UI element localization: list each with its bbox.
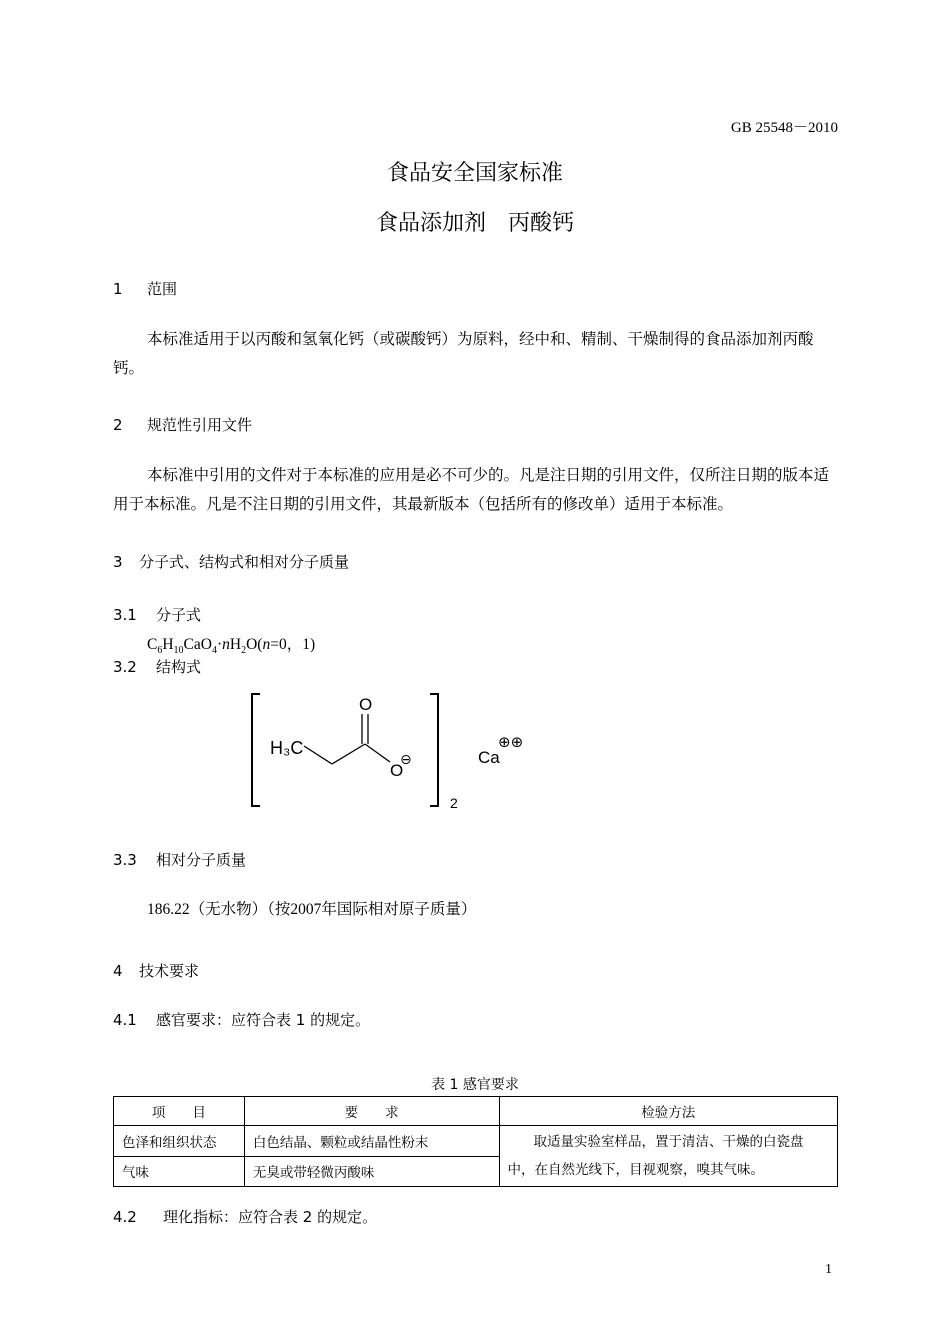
section-title: 相对分子质量 bbox=[156, 851, 247, 869]
table-header-cell: 检验方法 bbox=[499, 1097, 838, 1126]
document-subtitle: 食品添加剂 丙酸钙 bbox=[375, 211, 574, 236]
section-title: 结构式 bbox=[156, 658, 202, 676]
section-title: 分子式 bbox=[156, 606, 202, 624]
right-bracket bbox=[430, 694, 438, 806]
section-number: 1 bbox=[113, 280, 123, 298]
plus-charges: ⊕⊕ bbox=[498, 733, 524, 751]
bond bbox=[365, 744, 390, 762]
section-1-paragraph: 本标准适用于以丙酸和氢氧化钙（或碳酸钙）为原料，经中和、精制、干燥制得的食品添加剂丙酸钙。 bbox=[113, 330, 814, 377]
section-4-2-heading bbox=[113, 1206, 377, 1227]
section-3-heading bbox=[113, 551, 349, 572]
table-header-row bbox=[114, 1097, 838, 1126]
section-number: 4 bbox=[113, 962, 123, 980]
carbonyl-oxygen: O bbox=[359, 695, 373, 714]
section-number: 4.2 bbox=[113, 1208, 137, 1226]
subscript-2: 2 bbox=[450, 795, 458, 811]
table-cell-item: 色泽和组织状态 bbox=[114, 1126, 245, 1157]
table-header-cell: 要 求 bbox=[244, 1097, 499, 1126]
structural-formula bbox=[240, 684, 560, 819]
section-title: 规范性引用文件 bbox=[147, 416, 253, 434]
table-row bbox=[114, 1126, 838, 1157]
section-number: 3.2 bbox=[113, 658, 137, 676]
section-2-heading bbox=[113, 414, 252, 435]
section-number: 3.3 bbox=[113, 851, 137, 869]
section-3-2-heading bbox=[113, 656, 201, 677]
molar-mass-text: 186.22（无水物）（按2007年国际相对原子质量） bbox=[147, 901, 477, 918]
section-number: 3.1 bbox=[113, 606, 137, 624]
section-title: 分子式、结构式和相对分子质量 bbox=[139, 553, 350, 571]
section-3-3-heading bbox=[113, 849, 246, 870]
sensory-requirements-table bbox=[113, 1096, 838, 1187]
section-title: 技术要求 bbox=[139, 962, 200, 980]
molecular-formula: $C_6H_{10}CaO_4\cdot nH_2O(n=0$，1) bbox=[147, 636, 316, 657]
section-1-heading bbox=[113, 278, 177, 299]
bond bbox=[332, 744, 365, 764]
section-title: 感官要求：应符合表 1 的规定。 bbox=[156, 1011, 371, 1029]
section-number: 2 bbox=[113, 416, 123, 434]
methyl-label: H₃C bbox=[270, 738, 304, 758]
table-header-cell: 项 目 bbox=[114, 1097, 245, 1126]
minus-charge: ⊖ bbox=[400, 752, 412, 768]
section-title: 理化指标：应符合表 2 的规定。 bbox=[163, 1208, 378, 1226]
calcium-label: Ca bbox=[478, 748, 500, 767]
section-number: 3 bbox=[113, 553, 123, 571]
section-4-heading bbox=[113, 960, 199, 981]
section-3-1-heading bbox=[113, 604, 201, 625]
section-4-1-heading bbox=[113, 1009, 370, 1030]
table-1-caption: 表 1 感官要求 bbox=[431, 1077, 519, 1093]
left-bracket bbox=[252, 694, 260, 806]
page-number: 1 bbox=[825, 1262, 832, 1277]
anion-oxygen: O bbox=[390, 761, 404, 780]
section-title: 范围 bbox=[147, 280, 178, 298]
table-cell-item: 气味 bbox=[114, 1156, 245, 1187]
table-cell-requirement: 无臭或带轻微丙酸味 bbox=[244, 1156, 499, 1187]
bond bbox=[304, 746, 332, 764]
table-cell-method: 取适量实验室样品，置于清洁、干燥的白瓷盘中，在自然光线下，目视观察，嗅其气味。 bbox=[499, 1126, 838, 1187]
section-2-paragraph: 本标准中引用的文件对于本标准的应用是必不可少的。凡是注日期的引用文件，仅所注日期的版本适用于本标准。凡是不注日期的引用文件，其最新版本（包括所有的修改单）适用于本标准。 bbox=[113, 466, 830, 513]
document-title: 食品安全国家标准 bbox=[386, 161, 563, 186]
section-number: 4.1 bbox=[113, 1011, 137, 1029]
standard-number: GB 25548－2010 bbox=[730, 120, 838, 136]
table-cell-requirement: 白色结晶、颗粒或结晶性粉末 bbox=[244, 1126, 499, 1157]
